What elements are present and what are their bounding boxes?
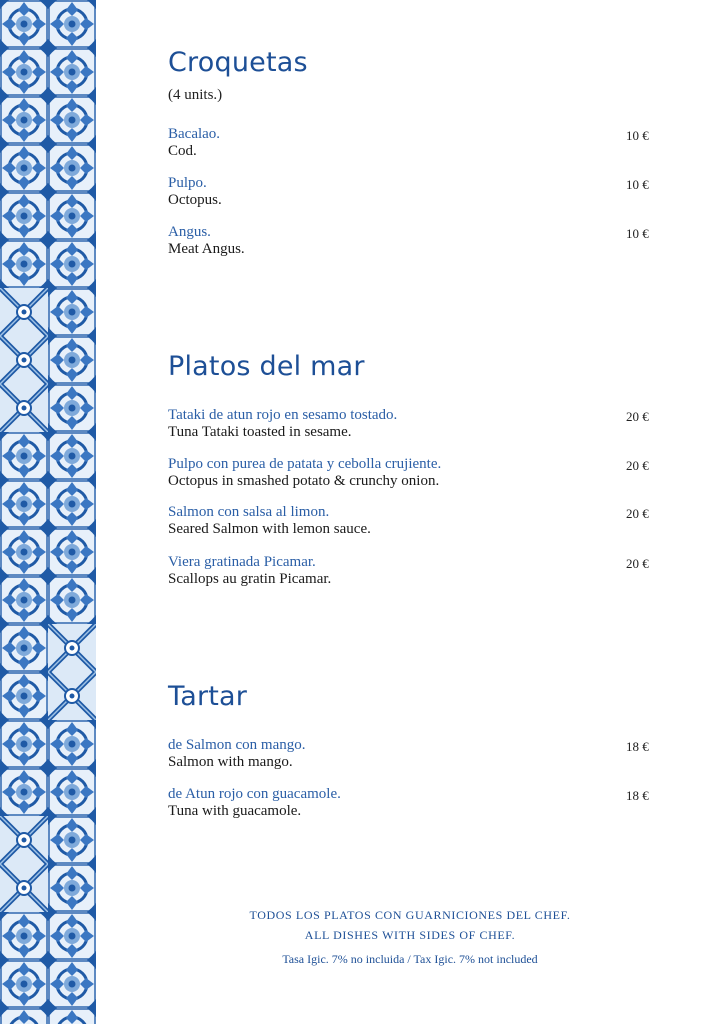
section-title-platos-del-mar: Platos del mar: [168, 351, 365, 382]
dish-price: 18 €: [626, 739, 649, 754]
menu-item-pulpo-purea: [168, 456, 668, 496]
dish-name-en: Meat Angus.: [168, 241, 245, 257]
menu-item-tartar-salmon: [168, 737, 668, 777]
menu-item-pulpo: [168, 175, 668, 215]
dish-price: 10 €: [626, 177, 649, 192]
dish-price: 20 €: [626, 506, 649, 521]
dish-name-es: Angus.: [168, 224, 211, 240]
section-title-croquetas: Croquetas: [168, 47, 308, 78]
dish-name-en: Octopus.: [168, 192, 222, 208]
dish-price: 18 €: [626, 788, 649, 803]
dish-name-es: Bacalao.: [168, 126, 221, 142]
footer-line-es: TODOS LOS PLATOS CON GUARNICIONES DEL CHEF.: [249, 908, 571, 922]
dish-name-en: Cod.: [168, 143, 197, 159]
dish-name-en: Tuna with guacamole.: [168, 803, 302, 819]
menu-item-bacalao: [168, 126, 668, 166]
dish-price: 10 €: [626, 226, 649, 241]
dish-name-en: Octopus in smashed potato & crunchy onion.: [168, 473, 440, 489]
dish-name-en: Seared Salmon with lemon sauce.: [168, 521, 371, 537]
dish-name-en: Scallops au gratin Picamar.: [168, 571, 332, 587]
footer-line-en: ALL DISHES WITH SIDES OF CHEF.: [304, 928, 516, 942]
dish-name-en: Salmon with mango.: [168, 754, 293, 770]
dish-name-es: de Atun rojo con guacamole.: [168, 786, 341, 802]
azulejo-tile-border: [0, 0, 96, 1024]
dish-name-es: de Salmon con mango.: [168, 737, 306, 753]
dish-price: 10 €: [626, 128, 649, 143]
dish-name-es: Salmon con salsa al limon.: [168, 504, 330, 520]
dish-price: 20 €: [626, 458, 649, 473]
menu-item-tartar-atun: [168, 786, 668, 826]
section-title-tartar: Tartar: [168, 681, 248, 712]
dish-price: 20 €: [626, 556, 649, 571]
menu-footer: [200, 905, 620, 967]
dish-name-es: Pulpo con purea de patata y cebolla crujiente.: [168, 456, 442, 472]
menu-item-angus: [168, 224, 668, 264]
dish-name-en: Tuna Tataki toasted in sesame.: [168, 424, 352, 440]
dish-name-es: Viera gratinada Picamar.: [168, 554, 316, 570]
menu-item-tataki: [168, 407, 668, 447]
menu-item-viera: [168, 554, 668, 594]
dish-name-es: Tataki de atun rojo en sesamo tostado.: [168, 407, 398, 423]
menu-item-salmon-limon: [168, 504, 668, 544]
dish-price: 20 €: [626, 409, 649, 424]
dish-name-es: Pulpo.: [168, 175, 207, 191]
footer-tax-note: Tasa Igic. 7% no incluida / Tax Igic. 7% not included: [282, 952, 538, 966]
section-subtitle-croquetas: (4 units.): [168, 87, 223, 103]
